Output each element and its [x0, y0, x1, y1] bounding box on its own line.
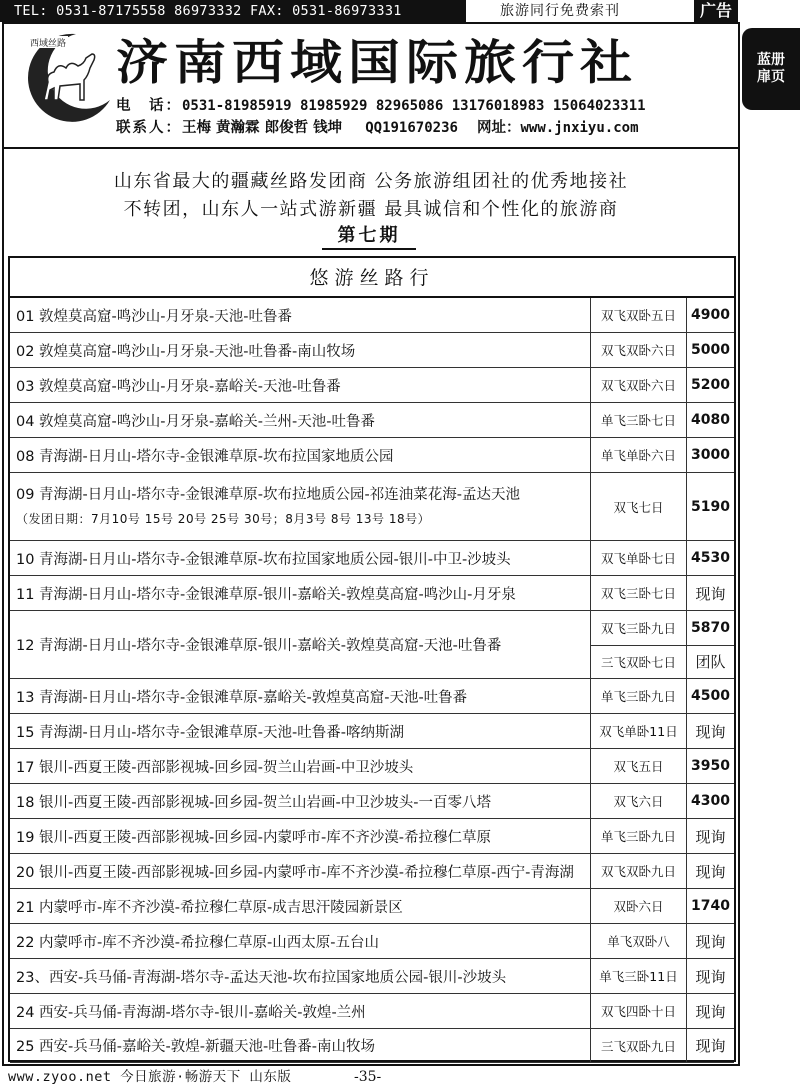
price-cell: 5000 — [686, 333, 734, 367]
transport-cell: 单飞三卧九日 — [590, 679, 686, 713]
route-table — [8, 256, 736, 1062]
table-row — [10, 1029, 734, 1063]
price-cell: 现询 — [686, 714, 734, 748]
table-row — [10, 403, 734, 438]
price-cell: 现询 — [686, 994, 734, 1028]
departure-dates: （发团日期：7月10号 15号 20号 25号 30号；8月3号 8号 13号 18号） — [16, 511, 431, 526]
transport-cell: 双飞双卧六日 — [590, 333, 686, 367]
transport-cell: 双飞七日 — [590, 473, 686, 540]
route-cell: 20 银川-西夏王陵-西部影视城-回乡园-内蒙呼市-库不齐沙漠-希拉穆仁草原-西宁-青海湖 — [16, 864, 574, 881]
transport-cell: 双卧六日 — [590, 889, 686, 923]
transport-cell: 单飞三卧11日 — [590, 959, 686, 993]
table-row — [10, 854, 734, 889]
footer — [0, 1066, 800, 1088]
price-cell: 4530 — [686, 541, 734, 575]
phone-line — [116, 96, 646, 116]
table-row — [10, 819, 734, 854]
route-cell: 03 敦煌莫高窟-鸣沙山-月牙泉-嘉峪关-天池-吐鲁番 — [16, 378, 341, 395]
table-row — [10, 576, 734, 611]
top-bar — [0, 0, 800, 22]
price-cell: 4300 — [686, 784, 734, 818]
header-divider — [4, 147, 738, 149]
route-cell: 10 青海湖-日月山-塔尔寺-金银滩草原-坎布拉国家地质公园-银川-中卫-沙坡头 — [16, 551, 511, 568]
side-tab-label: 蓝册扉页 — [757, 52, 785, 85]
table-row — [10, 889, 734, 924]
route-cell: 01 敦煌莫高窟-鸣沙山-月牙泉-天池-吐鲁番 — [16, 308, 292, 325]
route-cell: 02 敦煌莫高窟-鸣沙山-月牙泉-天池-吐鲁番-南山牧场 — [16, 343, 356, 360]
phone-label: 电 话： — [116, 98, 182, 114]
agency-name: 济南西域国际旅行社 — [116, 35, 639, 92]
price-cell: 1740 — [686, 889, 734, 923]
price-cell: 5190 — [686, 473, 734, 540]
route-cell: 25 西安-兵马俑-嘉峪关-敦煌-新疆天池-吐鲁番-南山牧场 — [16, 1039, 375, 1055]
transport-cell: 双飞双卧五日 — [590, 298, 686, 332]
table-row — [10, 333, 734, 368]
transport-cell: 单飞单卧六日 — [590, 438, 686, 472]
slogan-line-2: 不转团，山东人一站式游新疆 最具诚信和个性化的旅游商 — [123, 199, 619, 220]
qq-number: QQ191670236 — [365, 120, 458, 136]
price-cell: 现询 — [686, 854, 734, 888]
route-name: 09 青海湖-日月山-塔尔寺-金银滩草原-坎布拉地质公园-祁连油菜花海-孟达天池 — [16, 486, 520, 503]
route-cell: 15 青海湖-日月山-塔尔寺-金银滩草原-天池-吐鲁番-喀纳斯湖 — [16, 724, 404, 741]
route-cell: 12 青海湖-日月山-塔尔寺-金银滩草原-银川-嘉峪关-敦煌莫高窟-天池-吐鲁番 — [16, 638, 502, 654]
price-cell: 4080 — [686, 403, 734, 437]
transport-cell: 双飞四卧十日 — [590, 994, 686, 1028]
route-cell: 11 青海湖-日月山-塔尔寺-金银滩草原-银川-嘉峪关-敦煌莫高窟-鸣沙山-月牙泉 — [16, 586, 516, 603]
transport-cell: 单飞三卧七日 — [590, 403, 686, 437]
logo-text: 西域丝路 — [29, 39, 67, 49]
transport-cell: 双飞三卧七日 — [590, 576, 686, 610]
transport-cell: 三飞双卧九日 — [590, 1029, 686, 1062]
price-cell: 5200 — [686, 368, 734, 402]
transport-cell: 双飞五日 — [590, 749, 686, 783]
camel-moon-logo-icon — [14, 30, 114, 122]
table-row — [10, 298, 734, 333]
table-row — [10, 541, 734, 576]
phone-numbers: 0531-81985919 81985929 82965086 13176018983 15064023311 — [182, 98, 646, 114]
price-cell: 5870 — [686, 611, 734, 645]
table-row — [10, 473, 734, 541]
transport-cell: 双飞三卧九日 — [590, 611, 686, 645]
transport-cell: 三飞双卧七日 — [590, 645, 686, 679]
website-label: 网址： — [477, 120, 521, 136]
price-cell: 现询 — [686, 819, 734, 853]
contact-line — [116, 118, 639, 138]
transport-cell: 双飞双卧九日 — [590, 854, 686, 888]
price-cell: 3950 — [686, 749, 734, 783]
table-row — [10, 368, 734, 403]
footer-site: www.zyoo.net 今日旅游·畅游天下 山东版 — [8, 1069, 292, 1085]
transport-cell: 双飞单卧七日 — [590, 541, 686, 575]
page-number: -35- — [354, 1069, 382, 1085]
contact-names: 王梅 黄瀚霖 郎俊哲 钱坤 — [182, 120, 343, 136]
free-copy-note: 旅游同行免费索刊 — [500, 3, 620, 19]
table-row — [10, 994, 734, 1029]
route-cell: 23、西安-兵马俑-青海湖-塔尔寺-孟达天池-坎布拉国家地质公园-银川-沙坡头 — [16, 969, 507, 986]
route-cell: 18 银川-西夏王陵-西部影视城-回乡园-贺兰山岩画-中卫沙坡头-一百零八塔 — [16, 794, 491, 811]
table-row — [10, 959, 734, 994]
ad-badge: 广告 — [694, 0, 738, 22]
website-url[interactable]: www.jnxiyu.com — [520, 120, 639, 136]
price-cell: 现询 — [686, 959, 734, 993]
price-cell: 4500 — [686, 679, 734, 713]
price-cell: 3000 — [686, 438, 734, 472]
route-cell: 08 青海湖-日月山-塔尔寺-金银滩草原-坎布拉国家地质公园 — [16, 448, 394, 465]
issue-number: 第七期 — [322, 224, 416, 250]
route-cell: 21 内蒙呼市-库不齐沙漠-希拉穆仁草原-成吉思汗陵园新景区 — [16, 899, 403, 916]
route-cell: 22 内蒙呼市-库不齐沙漠-希拉穆仁草原-山西太原-五台山 — [16, 934, 379, 951]
top-contact-info: TEL: 0531-87175558 86973332 FAX: 0531-86973331 — [0, 0, 466, 22]
table-row — [10, 924, 734, 959]
price-cell: 现询 — [686, 1029, 734, 1062]
route-cell: 19 银川-西夏王陵-西部影视城-回乡园-内蒙呼市-库不齐沙漠-希拉穆仁草原 — [16, 829, 491, 846]
table-row — [10, 679, 734, 714]
table-title: 悠游丝路行 — [10, 258, 734, 298]
table-row — [10, 714, 734, 749]
price-cell: 4900 — [686, 298, 734, 332]
route-cell: 13 青海湖-日月山-塔尔寺-金银滩草原-嘉峪关-敦煌莫高窟-天池-吐鲁番 — [16, 689, 468, 706]
table-row — [10, 749, 734, 784]
table-row — [10, 611, 734, 679]
transport-cell: 双飞单卧11日 — [590, 714, 686, 748]
transport-cell: 双飞六日 — [590, 784, 686, 818]
slogan-line-1: 山东省最大的疆藏丝路发团商 公务旅游组团社的优秀地接社 — [113, 171, 629, 192]
price-cell: 现询 — [686, 924, 734, 958]
price-cell: 现询 — [686, 576, 734, 610]
side-tab[interactable] — [742, 28, 800, 110]
route-cell: 04 敦煌莫高窟-鸣沙山-月牙泉-嘉峪关-兰州-天池-吐鲁番 — [16, 413, 375, 430]
transport-cell: 双飞双卧六日 — [590, 368, 686, 402]
table-row — [10, 438, 734, 473]
contacts-label: 联系人： — [116, 120, 182, 136]
route-cell: 17 银川-西夏王陵-西部影视城-回乡园-贺兰山岩画-中卫沙坡头 — [16, 759, 414, 776]
transport-cell: 单飞双卧八 — [590, 924, 686, 958]
route-cell: 24 西安-兵马俑-青海湖-塔尔寺-银川-嘉峪关-敦煌-兰州 — [16, 1004, 366, 1021]
transport-cell: 单飞三卧九日 — [590, 819, 686, 853]
table-row — [10, 784, 734, 819]
price-cell: 团队 — [686, 645, 734, 679]
route-cell — [10, 473, 590, 540]
